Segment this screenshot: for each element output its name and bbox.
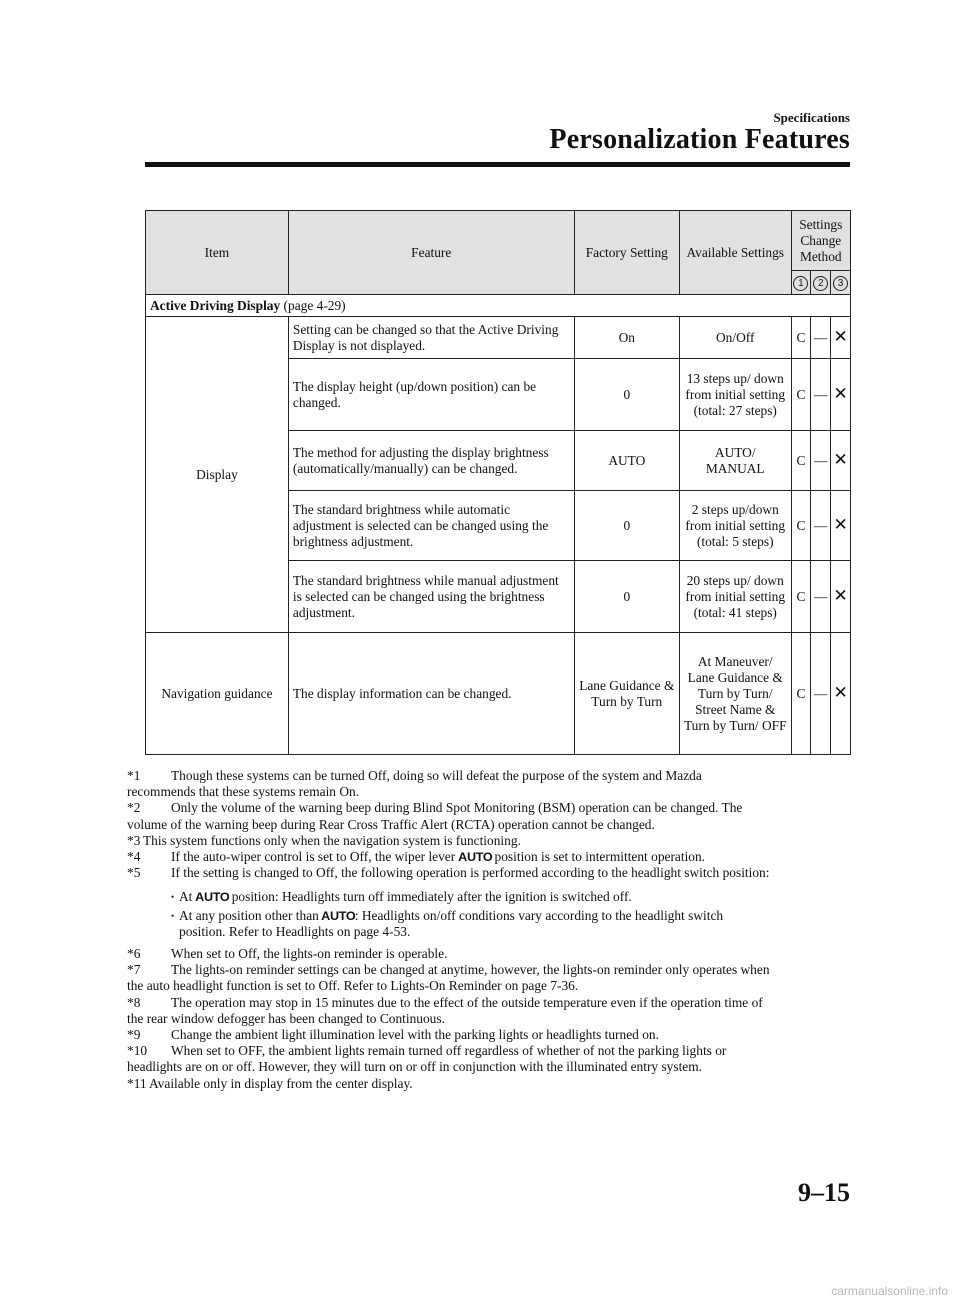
method-2-cell: —: [811, 431, 831, 491]
method-2-icon: 2: [813, 276, 828, 291]
method-2-cell: —: [811, 359, 831, 431]
col-header-factory: Factory Setting: [574, 211, 679, 295]
table-row: [146, 633, 851, 755]
footnote: [127, 946, 857, 962]
footnote-label: *5: [127, 865, 141, 881]
footnotes: [127, 768, 857, 1092]
method-1-icon: 1: [793, 276, 808, 291]
footnote-bullet: [127, 889, 857, 905]
footnote-continuation: volume of the warning beep during Rear Cross Traffic Alert (RCTA) operation cannot be changed.: [127, 816, 655, 832]
auto-symbol-icon: AUTO: [321, 908, 356, 923]
personalization-table: [145, 210, 851, 755]
factory-cell: On: [574, 317, 679, 359]
footnote-label: *7: [127, 962, 141, 978]
footnote: [127, 833, 857, 849]
method-2-cell: —: [811, 491, 831, 561]
not-available-icon: ✕: [833, 450, 848, 470]
footnote-text: position is set to intermittent operation.: [494, 849, 706, 865]
method-1-cell: C: [791, 359, 811, 431]
section-name: Active Driving Display: [150, 297, 281, 313]
col-header-method: Settings Change Method: [791, 211, 850, 271]
feature-cell: The standard brightness while automatic adjustment is selected can be changed using the brightness adjustment.: [288, 491, 574, 561]
method-1-cell: C: [791, 633, 811, 755]
method-1-cell: C: [791, 561, 811, 633]
bullet-icon: •: [171, 910, 175, 921]
page-title: Personalization Features: [549, 124, 850, 155]
footnote-label: *8: [127, 994, 141, 1010]
bullet-text: : Headlights on/off conditions vary according to the headlight switch: [354, 907, 724, 923]
footnote-text: If the auto-wiper control is set to Off, the wiper lever: [171, 849, 456, 865]
footnote-text: If the setting is changed to Off, the following operation is performed according to the headlight switch position:: [171, 865, 770, 881]
footnote-text: When set to Off, the lights-on reminder is operable.: [171, 946, 448, 962]
available-cell: 20 steps up/ down from initial setting (total: 41 steps): [679, 561, 791, 633]
section-ref: (page 4-29): [283, 297, 346, 313]
item-navigation: Navigation guidance: [146, 633, 289, 755]
footnote-label: *9: [127, 1027, 141, 1043]
available-cell: 2 steps up/down from initial setting (total: 5 steps): [679, 491, 791, 561]
not-available-icon: ✕: [833, 683, 848, 703]
feature-cell: Setting can be changed so that the Active Driving Display is not displayed.: [288, 317, 574, 359]
footnote-continuation: headlights are on or off. However, they will turn on or off in conjunction with the illuminated entry system.: [127, 1059, 703, 1075]
footnote-continuation: recommends that these systems remain On.: [127, 784, 360, 800]
footnote-bullet: [127, 908, 857, 924]
method-2-cell: —: [811, 633, 831, 755]
col-header-item: Item: [146, 211, 289, 295]
footnote-label: *3: [127, 832, 141, 848]
footnote-continuation: the auto headlight function is set to Off. Refer to Lights-On Reminder on page 7-36.: [127, 978, 579, 994]
table-row: [146, 317, 851, 359]
footnote: [127, 865, 857, 881]
footnote: [127, 1076, 857, 1092]
footnote-text: This system functions only when the navigation system is functioning.: [143, 832, 521, 848]
feature-cell: The display information can be changed.: [288, 633, 574, 755]
footnote-continuation: the rear window defogger has been changed to Continuous.: [127, 1010, 445, 1026]
not-available-icon: ✕: [833, 515, 848, 535]
footnote-text: Though these systems can be turned Off, doing so will defeat the purpose of the system and Mazda: [171, 768, 702, 783]
footnote-text: When set to OFF, the ambient lights remain turned off regardless of whether of not the parking lights or: [171, 1043, 727, 1059]
footnote-label: *11: [127, 1075, 147, 1091]
footnote-text: Change the ambient light illumination level with the parking lights or headlights turned on.: [171, 1027, 659, 1043]
footnote: [127, 995, 857, 1011]
method-2-cell: —: [811, 317, 831, 359]
section-row: [146, 295, 851, 317]
footnote: [127, 1043, 857, 1059]
footnote-label: *10: [127, 1043, 148, 1059]
footnote-text: Only the volume of the warning beep during Blind Spot Monitoring (BSM) operation can be changed. The: [171, 800, 743, 816]
bullet-text: At any position other than: [179, 907, 319, 923]
section-header: Specifications: [773, 110, 850, 125]
footnote: [127, 1027, 857, 1043]
footnote-label: *4: [127, 849, 141, 865]
header-rule: [145, 162, 850, 167]
footnote-text: The lights-on reminder settings can be changed at anytime, however, the lights-on reminder only operates when: [171, 962, 770, 978]
item-display: Display: [146, 317, 289, 633]
bullet-text: position: Headlights turn off immediately after the ignition is switched off.: [231, 889, 632, 905]
col-header-available: Available Settings: [679, 211, 791, 295]
method-1-cell: C: [791, 431, 811, 491]
available-cell: On/Off: [679, 317, 791, 359]
not-available-icon: ✕: [833, 384, 848, 404]
footnote: [127, 800, 857, 816]
footnote-label: *6: [127, 946, 141, 962]
page-number: 9–15: [798, 1178, 850, 1207]
available-cell: AUTO/ MANUAL: [679, 431, 791, 491]
auto-symbol-icon: AUTO: [194, 890, 230, 905]
method-2-cell: —: [811, 561, 831, 633]
watermark: carmanualsonline.info: [831, 1284, 948, 1298]
available-cell: At Maneuver/ Lane Guidance & Turn by Turn/ Street Name & Turn by Turn/ OFF: [679, 633, 791, 755]
feature-cell: The method for adjusting the display brightness (automatically/manually) can be changed.: [288, 431, 574, 491]
footnote-label: *1: [127, 768, 141, 783]
feature-cell: The standard brightness while manual adjustment is selected can be changed using the brightness adjustment.: [288, 561, 574, 633]
method-1-cell: C: [791, 491, 811, 561]
footnote: [127, 768, 857, 784]
bullet-continuation: position. Refer to Headlights on page 4-53.: [179, 923, 411, 939]
not-available-icon: ✕: [833, 327, 848, 347]
feature-cell: The display height (up/down position) can be changed.: [288, 359, 574, 431]
auto-symbol-icon: AUTO: [457, 850, 492, 865]
factory-cell: 0: [574, 561, 679, 633]
method-3-icon: 3: [833, 276, 848, 291]
method-1-cell: C: [791, 317, 811, 359]
not-available-icon: ✕: [833, 586, 848, 606]
col-header-feature: Feature: [288, 211, 574, 295]
factory-cell: Lane Guidance & Turn by Turn: [574, 633, 679, 755]
footnote: [127, 849, 857, 865]
footnote: [127, 962, 857, 978]
available-cell: 13 steps up/ down from initial setting (total: 27 steps): [679, 359, 791, 431]
bullet-text: At: [179, 889, 193, 905]
bullet-icon: •: [171, 892, 175, 903]
footnote-label: *2: [127, 800, 141, 816]
footnote-text: Available only in display from the center display.: [149, 1075, 413, 1091]
factory-cell: 0: [574, 359, 679, 431]
footnote-text: The operation may stop in 15 minutes due to the effect of the outside temperature even if the operation time of: [171, 994, 763, 1010]
factory-cell: AUTO: [574, 431, 679, 491]
factory-cell: 0: [574, 491, 679, 561]
